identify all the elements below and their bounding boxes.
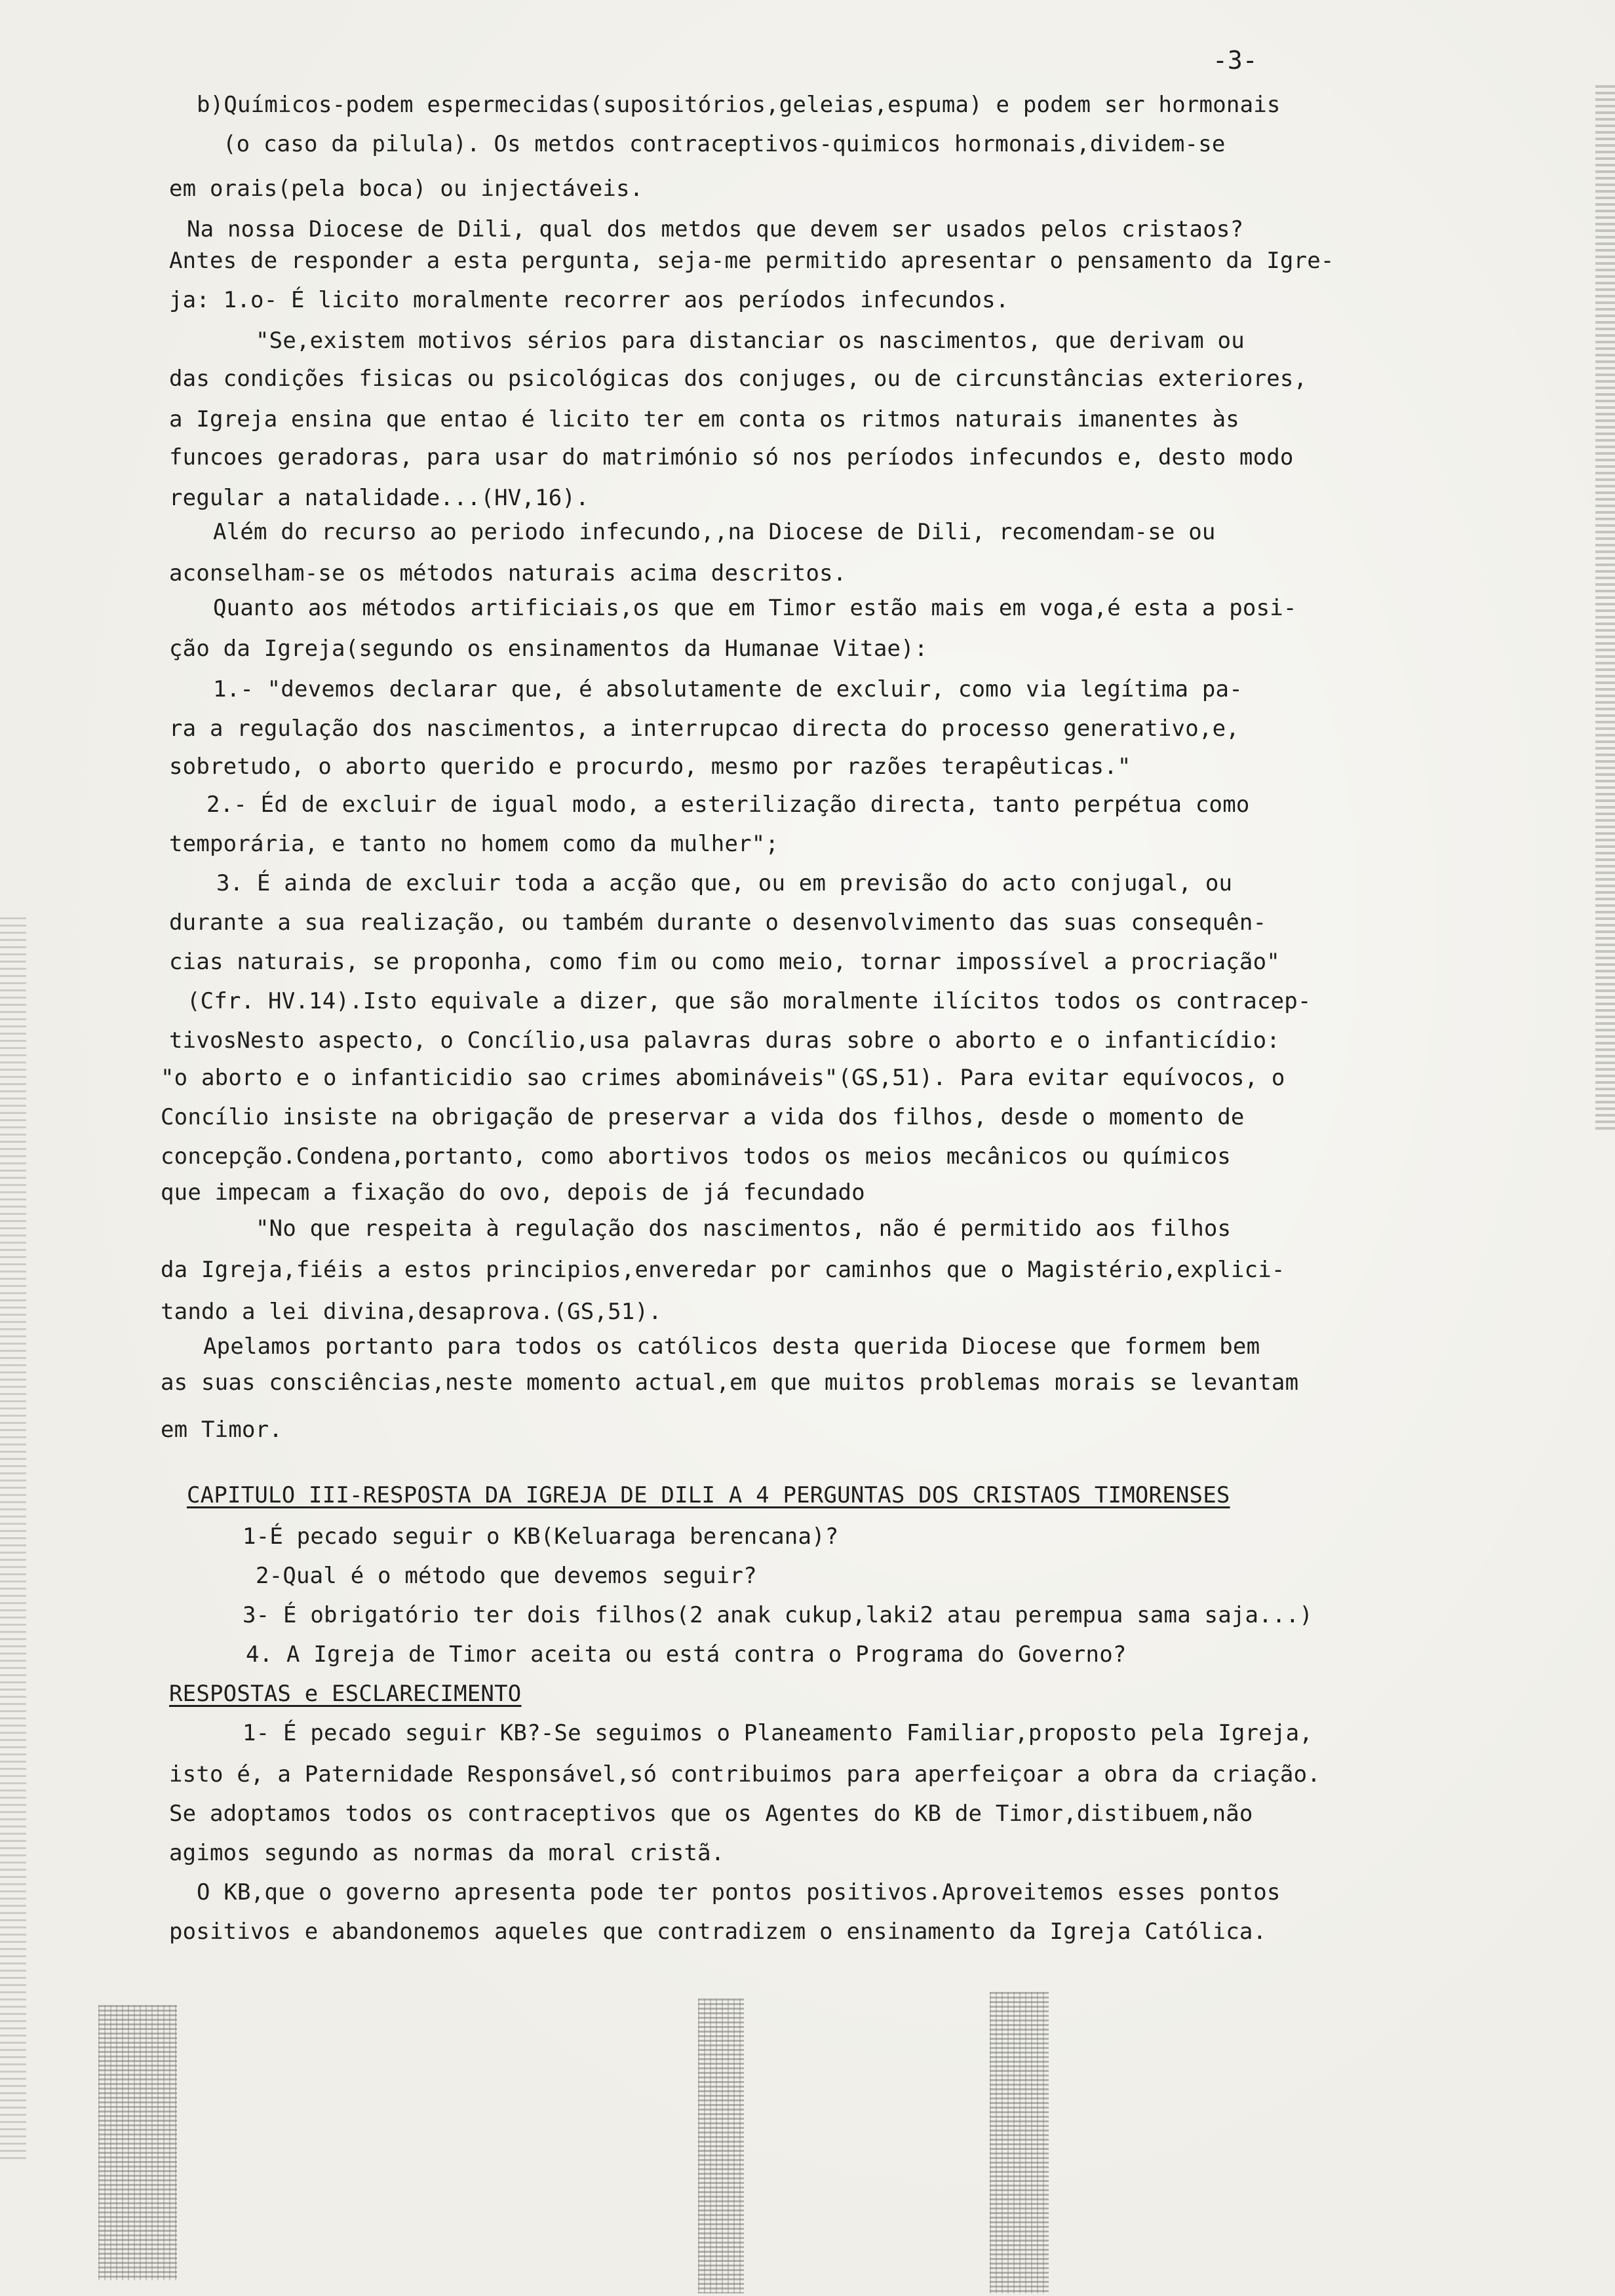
text-line: "o aborto e o infanticidio sao crimes abomináveis"(GS,51). Para evitar equívocos, o (161, 1065, 1285, 1091)
question-1: 1-É pecado seguir o KB(Keluaraga berencana)? (243, 1523, 839, 1550)
scan-noise-middle (698, 1999, 744, 2293)
text-line: ra a regulação dos nascimentos, a interrupcao directa do processo generativo,e, (169, 716, 1239, 742)
text-line: (o caso da pilula). Os metdos contraceptivos-quimicos hormonais,dividem-se (223, 131, 1226, 157)
scan-noise-left (98, 2005, 177, 2280)
text-line: das condições fisicas ou psicológicas dos conjuges, ou de circunstâncias exteriores, (169, 366, 1308, 392)
text-line: tando a lei divina,desaprova.(GS,51). (161, 1299, 662, 1325)
text-line: 1.- "devemos declarar que, é absolutamente de excluir, como via legítima pa- (213, 676, 1243, 702)
question-4: 4. A Igreja de Timor aceita ou está contra o Programa do Governo? (246, 1641, 1127, 1668)
text-line: concepção.Condena,portanto, como abortivos todos os meios mecânicos ou químicos (161, 1143, 1231, 1170)
text-line: que impecam a fixação do ovo, depois de já fecundado (161, 1179, 865, 1206)
text-line: em Timor. (161, 1417, 283, 1443)
answer-line: O KB,que o governo apresenta pode ter pontos positivos.Aproveitemos esses pontos (197, 1879, 1281, 1905)
scan-edge-right (1595, 85, 1615, 1134)
answer-line: agimos segundo as normas da moral cristã. (169, 1840, 725, 1866)
text-line: regular a natalidade...(HV,16). (169, 485, 589, 511)
scan-edge-left (0, 917, 26, 2162)
text-line: ja: 1.o- É licito moralmente recorrer aos períodos infecundos. (169, 287, 1009, 313)
text-line: 2.- Éd de excluir de igual modo, a esterilização directa, tanto perpétua como (206, 792, 1250, 818)
text-line: da Igreja,fiéis a estos principios,enveredar por caminhos que o Magistério,explici- (161, 1257, 1285, 1283)
text-line: Concílio insiste na obrigação de preservar a vida dos filhos, desde o momento de (161, 1104, 1245, 1130)
text-line: temporária, e tanto no homem como da mulher"; (169, 831, 779, 857)
text-line: a Igreja ensina que entao é licito ter em conta os ritmos naturais imanentes às (169, 406, 1239, 432)
text-line: "No que respeita à regulação dos nascimentos, não é permitido aos filhos (256, 1215, 1232, 1242)
text-line: Quanto aos métodos artificiais,os que em Timor estão mais em voga,é esta a posi- (213, 595, 1297, 621)
chapter-heading: CAPITULO III-RESPOSTA DA IGREJA DE DILI A 4 PERGUNTAS DOS CRISTAOS TIMORENSES (187, 1482, 1230, 1508)
scan-noise-right (990, 1992, 1049, 2293)
text-line: "Se,existem motivos sérios para distanciar os nascimentos, que derivam ou (256, 328, 1245, 354)
text-line: Na nossa Diocese de Dili, qual dos metdos que devem ser usados pelos cristaos? (187, 216, 1244, 242)
page-number: -3- (1213, 46, 1258, 75)
text-line: cias naturais, se proponha, como fim ou como meio, tornar impossível a procriação" (169, 949, 1280, 975)
text-line: tivosNesto aspecto, o Concílio,usa palavras duras sobre o aborto e o infanticídio: (169, 1027, 1280, 1054)
text-line: Apelamos portanto para todos os católicos desta querida Diocese que formem bem (203, 1333, 1260, 1360)
text-line: Antes de responder a esta pergunta, seja-me permitido apresentar o pensamento da Igre- (169, 248, 1334, 274)
text-line: em orais(pela boca) ou injectáveis. (169, 176, 644, 202)
answer-line: Se adoptamos todos os contraceptivos que os Agentes do KB de Timor,distibuem,não (169, 1801, 1253, 1827)
answer-line: 1- É pecado seguir KB?-Se seguimos o Planeamento Familiar,proposto pela Igreja, (243, 1720, 1313, 1746)
text-line: sobretudo, o aborto querido e procurdo, mesmo por razões terapêuticas." (169, 754, 1131, 780)
text-line: Além do recurso ao periodo infecundo,,na Diocese de Dili, recomendam-se ou (213, 519, 1216, 545)
question-2: 2-Qual é o método que devemos seguir? (256, 1563, 757, 1589)
text-line: ção da Igreja(segundo os ensinamentos da Humanae Vitae): (169, 636, 928, 662)
text-line: (Cfr. HV.14).Isto equivale a dizer, que são moralmente ilícitos todos os contracep- (187, 988, 1312, 1014)
text-line: funcoes geradoras, para usar do matrimónio só nos períodos infecundos e, desto modo (169, 444, 1294, 470)
answer-line: positivos e abandonemos aqueles que contradizem o ensinamento da Igreja Católica. (169, 1919, 1267, 1945)
text-line: as suas consciências,neste momento actual,em que muitos problemas morais se levantam (161, 1369, 1299, 1396)
answer-line: isto é, a Paternidade Responsável,só contribuimos para aperfeiçoar a obra da criação. (169, 1761, 1321, 1788)
text-line: b)Químicos-podem espermecidas(supositórios,geleias,espuma) e podem ser hormonais (197, 92, 1281, 118)
text-line: durante a sua realização, ou também durante o desenvolvimento das suas consequên- (169, 909, 1267, 936)
question-3: 3- É obrigatório ter dois filhos(2 anak cukup,laki2 atau perempua sama saja...) (243, 1602, 1313, 1628)
section-heading: RESPOSTAS e ESCLARECIMENTO (169, 1681, 522, 1707)
text-line: aconselham-se os métodos naturais acima descritos. (169, 560, 847, 586)
text-line: 3. É ainda de excluir toda a acção que, ou em previsão do acto conjugal, ou (216, 870, 1233, 896)
